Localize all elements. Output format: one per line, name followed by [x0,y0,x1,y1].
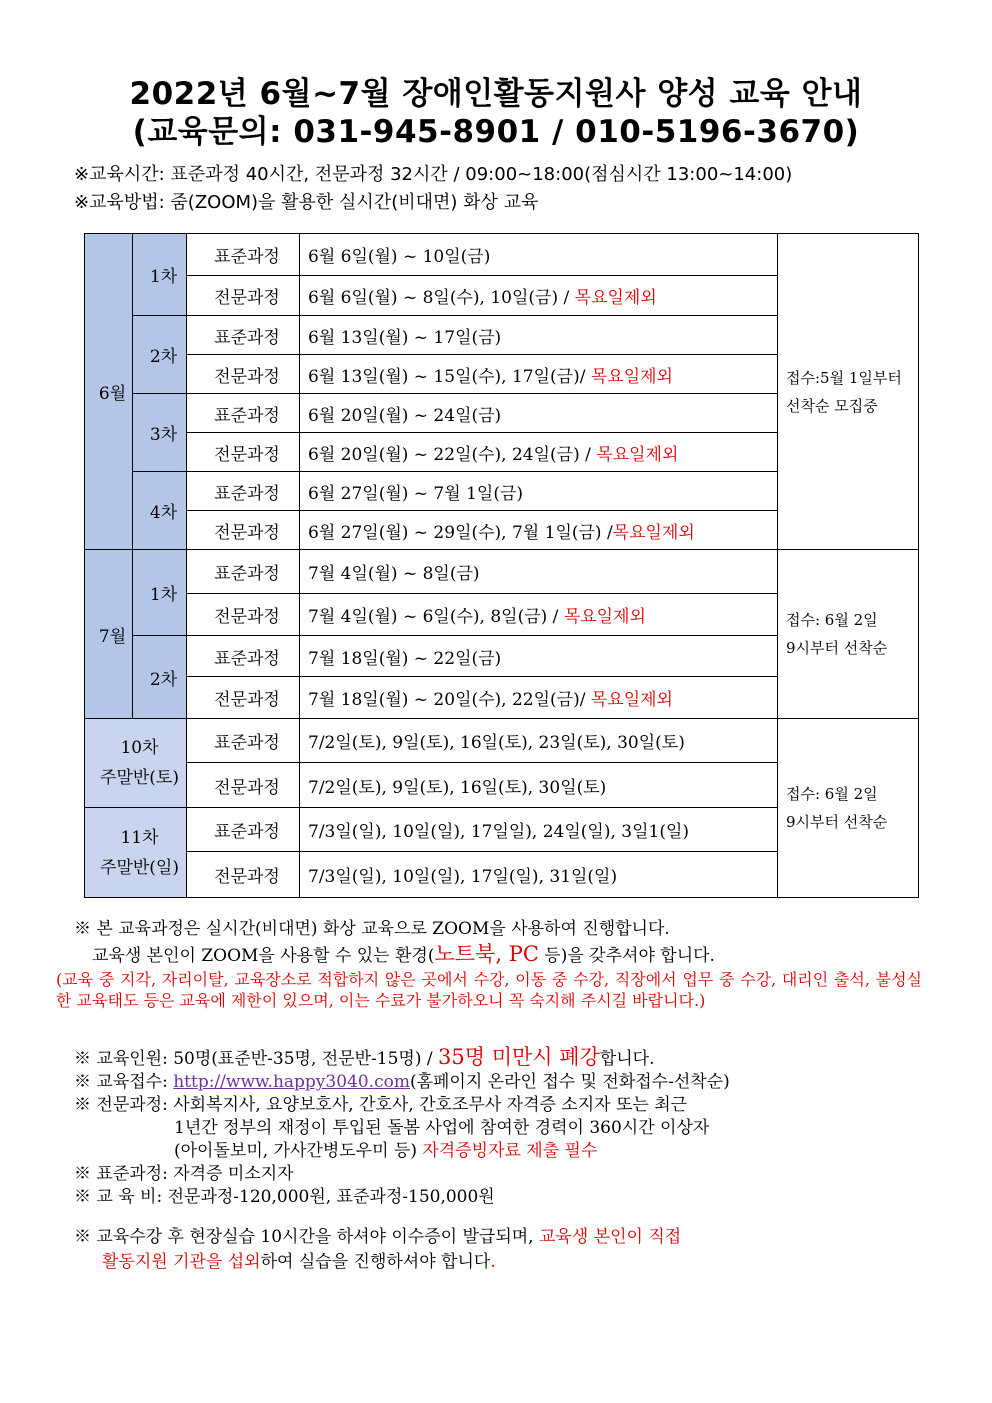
course-dates: 6월 27일(월) ~ 7월 1일(금) [300,472,778,511]
course-type: 전문과정 [187,763,300,808]
course-dates: 6월 20일(월) ~ 22일(수), 24일(금) / 목요일제외 [300,433,778,472]
course-dates: 7월 18일(월) ~ 20일(수), 22일(금)/ 목요일제외 [300,677,778,719]
standard-qualification-line: ※ 표준과정: 자격증 미소지자 [74,1164,294,1184]
round-cell: 1차 [133,550,187,636]
course-dates: 6월 27일(월) ~ 29일(수), 7월 1일(금) /목요일제외 [300,511,778,550]
apply-line: ※ 교육접수: http://www.happy3040.com(홈페이지 온라인 접수 및 전화접수-선착순) [74,1072,730,1092]
schedule-table [84,233,919,898]
course-type: 표준과정 [187,550,300,594]
course-type: 전문과정 [187,594,300,636]
expert-qualification-line1: ※ 전문과정: 사회복지사, 요양보호사, 간호사, 간호조무사 자격증 소지자 또는 최근 [74,1095,688,1115]
course-type: 전문과정 [187,276,300,316]
table-row [85,719,919,763]
course-dates: 6월 13일(월) ~ 17일(금) [300,316,778,355]
course-type: 표준과정 [187,316,300,355]
course-type: 전문과정 [187,511,300,550]
course-dates: 7/2일(토), 9일(토), 16일(토), 23일(토), 30일(토) [300,719,778,763]
page-subtitle-contact: (교육문의: 031-945-8901 / 010-5196-3670) [132,114,860,150]
registration-note: 접수: 6월 2일 9시부터 선착순 [778,550,919,719]
fee-line: ※ 교 육 비: 전문과정-120,000원, 표준과정-150,000원 [74,1187,495,1207]
course-dates: 7월 4일(월) ~ 6일(수), 8일(금) / 목요일제외 [300,594,778,636]
course-dates: 7월 18일(월) ~ 22일(금) [300,636,778,677]
round-cell: 4차 [133,472,187,550]
month-cell: 6월 [85,234,133,550]
month-cell: 7월 [85,550,133,719]
homepage-link[interactable]: http://www.happy3040.com [173,1072,410,1092]
expert-qualification-line3: (아이돌보미, 가사간병도우미 등) 자격증빙자료 제출 필수 [174,1141,598,1161]
course-type: 표준과정 [187,472,300,511]
registration-note: 접수: 6월 2일 9시부터 선착순 [778,719,919,898]
practice-line1: ※ 교육수강 후 현장실습 10시간을 하셔야 이수증이 발급되며, 교육생 본인이 직접 [74,1227,682,1247]
table-row [85,234,919,276]
attendance-warning: (교육 중 지각, 자리이탈, 교육장소로 적합하지 않은 곳에서 수강, 이동 중 수강, 직장에서 업무 중 수강, 대리인 출석, 불성실한 교육태도 등은 교육에 제한이 있으며, 이는 수료가 불가하오니 꼭 숙지해 주시길 바랍니다.) [56,970,922,1010]
zoom-notice [56,917,922,1011]
registration-note: 접수:5월 1일부터 선착순 모집중 [778,234,919,550]
course-dates: 7/3일(일), 10일(일), 17일(일), 31일(일) [300,852,778,898]
course-type: 표준과정 [187,234,300,276]
course-type: 전문과정 [187,677,300,719]
weekend-sun-cell: 11차 주말반(일) [85,808,187,898]
weekend-sat-cell: 10차 주말반(토) [85,719,187,808]
education-method-info: ※교육방법: 줌(ZOOM)을 활용한 실시간(비대면) 화상 교육 [74,192,539,213]
course-details [74,1046,922,1209]
course-type: 표준과정 [187,636,300,677]
table-row [85,550,919,594]
education-time-info: ※교육시간: 표준과정 40시간, 전문과정 32시간 / 09:00~18:00(점심시간 13:00~14:00) [74,164,793,185]
round-cell: 2차 [133,636,187,719]
page-title: 2022년 6월~7월 장애인활동지원사 양성 교육 안내 [129,76,863,112]
course-dates: 6월 6일(월) ~ 8일(수), 10일(금) / 목요일제외 [300,276,778,316]
practice-line2: 활동지원 기관을 섭외하여 실습을 진행하셔야 합니다. [102,1252,496,1272]
expert-qualification-line2: 1년간 정부의 재정이 투입된 돌봄 사업에 참여한 경력이 360시간 이상자 [174,1118,710,1138]
course-dates: 6월 13일(월) ~ 15일(수), 17일(금)/ 목요일제외 [300,355,778,394]
course-type: 표준과정 [187,719,300,763]
round-cell: 1차 [133,234,187,316]
capacity-line: ※ 교육인원: 50명(표준반-35명, 전문반-15명) / 35명 미만시 폐강합니다. [74,1045,655,1069]
course-dates: 7월 4일(월) ~ 8일(금) [300,550,778,594]
course-type: 표준과정 [187,808,300,852]
course-type: 전문과정 [187,355,300,394]
course-dates: 6월 20일(월) ~ 24일(금) [300,394,778,433]
zoom-notice-line2: 교육생 본인이 ZOOM을 사용할 수 있는 환경(노트북, PC 등)을 갖추셔야 합니다. [92,942,715,966]
round-cell: 2차 [133,316,187,394]
course-type: 전문과정 [187,852,300,898]
practice-notice [74,1225,922,1275]
course-type: 전문과정 [187,433,300,472]
course-dates: 6월 6일(월) ~ 10일(금) [300,234,778,276]
zoom-notice-line1: ※ 본 교육과정은 실시간(비대면) 화상 교육으로 ZOOM을 사용하여 진행합니다. [74,919,670,939]
course-type: 표준과정 [187,394,300,433]
round-cell: 3차 [133,394,187,472]
course-dates: 7/3일(일), 10일(일), 17일일), 24일(일), 3일1(일) [300,808,778,852]
course-dates: 7/2일(토), 9일(토), 16일(토), 30일(토) [300,763,778,808]
